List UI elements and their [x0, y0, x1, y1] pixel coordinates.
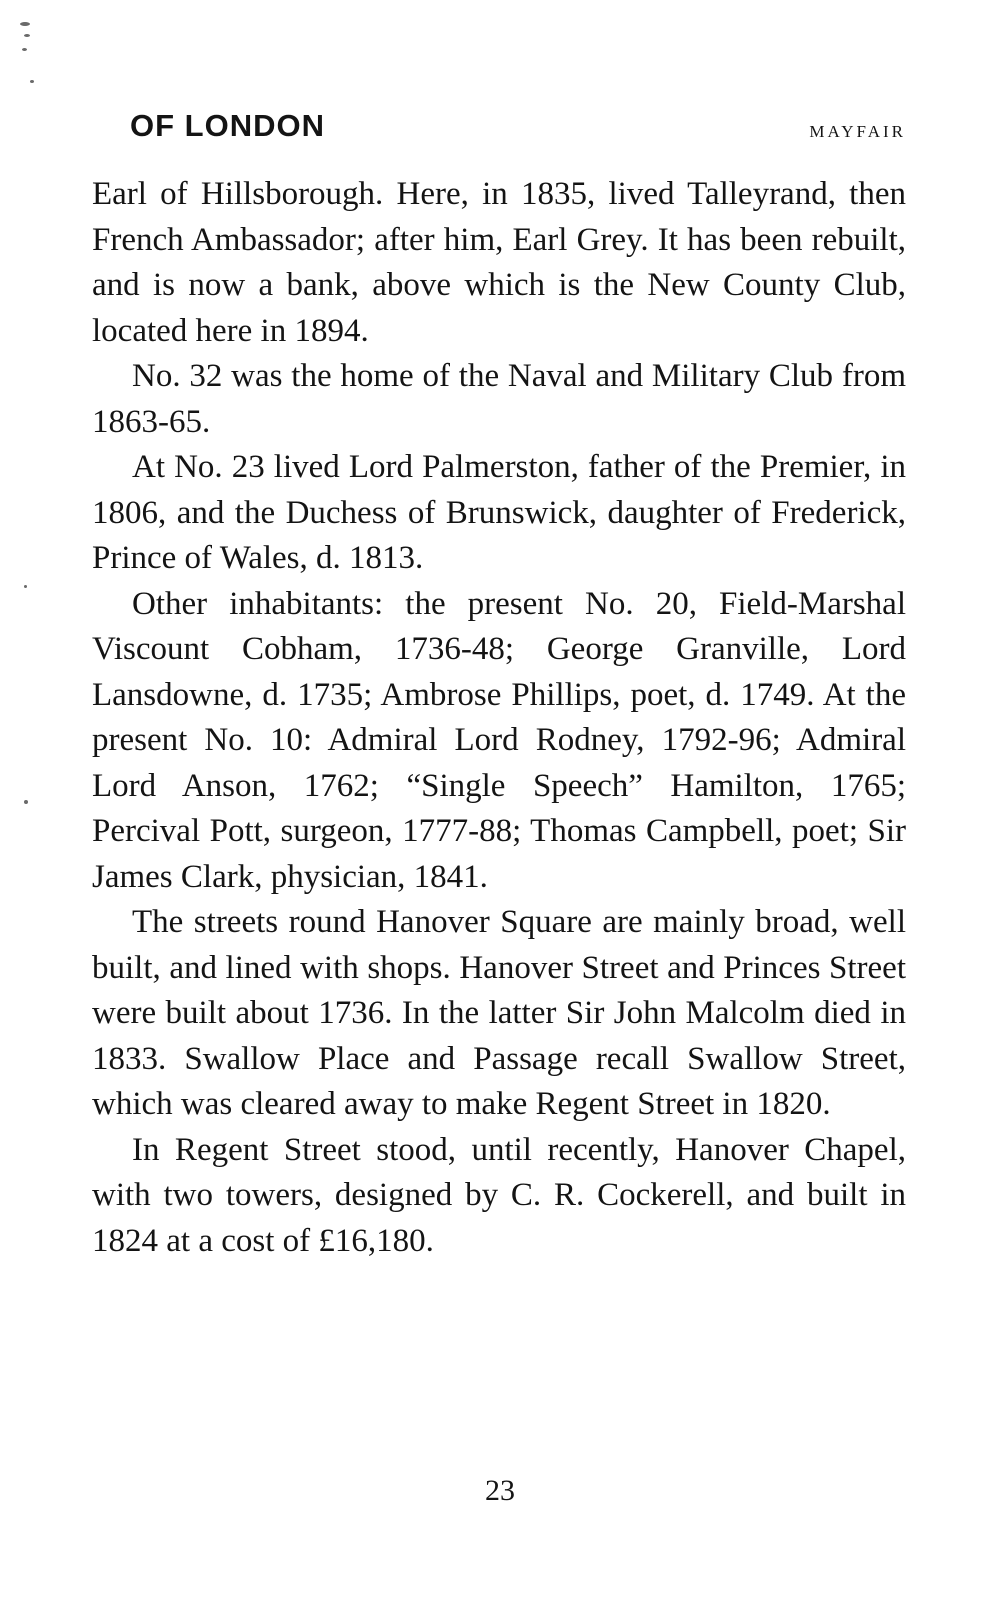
- paragraph: At No. 23 lived Lord Palmerston, father of the Premier, in 1806, and the Duchess of Brunswick, daughter of Frederick, Prince of Wales, d. 1813.: [92, 449, 906, 576]
- running-head-section: MAYFAIR: [809, 122, 906, 141]
- print-speck: [24, 800, 28, 804]
- page-number: 23: [485, 1474, 515, 1507]
- print-speck: [22, 48, 27, 51]
- running-head-title: OF LONDON: [130, 108, 325, 143]
- paragraph: In Regent Street stood, until recently, Hanover Chapel, with two towers, designed by C. R. Cockerell, and built in 1824 at a cost of £16,180.: [92, 1131, 906, 1259]
- running-header: [130, 108, 906, 152]
- paragraph: Earl of Hillsborough. Here, in 1835, lived Talleyrand, then French Ambassador; after him, Earl Grey. It has been rebuilt, and is now a bank, above which is the New County Club, located here in 1894.: [92, 176, 906, 349]
- body-text: [92, 172, 906, 1264]
- paragraph: No. 32 was the home of the Naval and Military Club from 1863-65.: [92, 358, 906, 440]
- print-speck: [24, 585, 27, 588]
- print-speck: [20, 22, 30, 26]
- paragraph: Other inhabitants: the present No. 20, Field-Marshal Viscount Cobham, 1736-48; George Granville, Lord Lansdowne, d. 1735; Ambrose Phillips, poet, d. 1749. At the present No. 10: Admiral Lord Rodney, 1792-96; Admiral Lord Anson, 1762; “Single Speech” Hamilton, 1765; Percival Pott, surgeon, 1777-88; Thomas Campbell, poet; Sir James Clark, physician, 1841.: [92, 585, 906, 895]
- paragraph: The streets round Hanover Square are mainly broad, well built, and lined with shops. Hanover Street and Princes Street were built about 1736. In the latter Sir John Malcolm died in 1833. Swallow Place and Passage recall Swallow Street, which was cleared away to make Regent Street in 1820.: [92, 904, 906, 1122]
- print-speck: [24, 34, 30, 37]
- print-speck: [30, 80, 34, 83]
